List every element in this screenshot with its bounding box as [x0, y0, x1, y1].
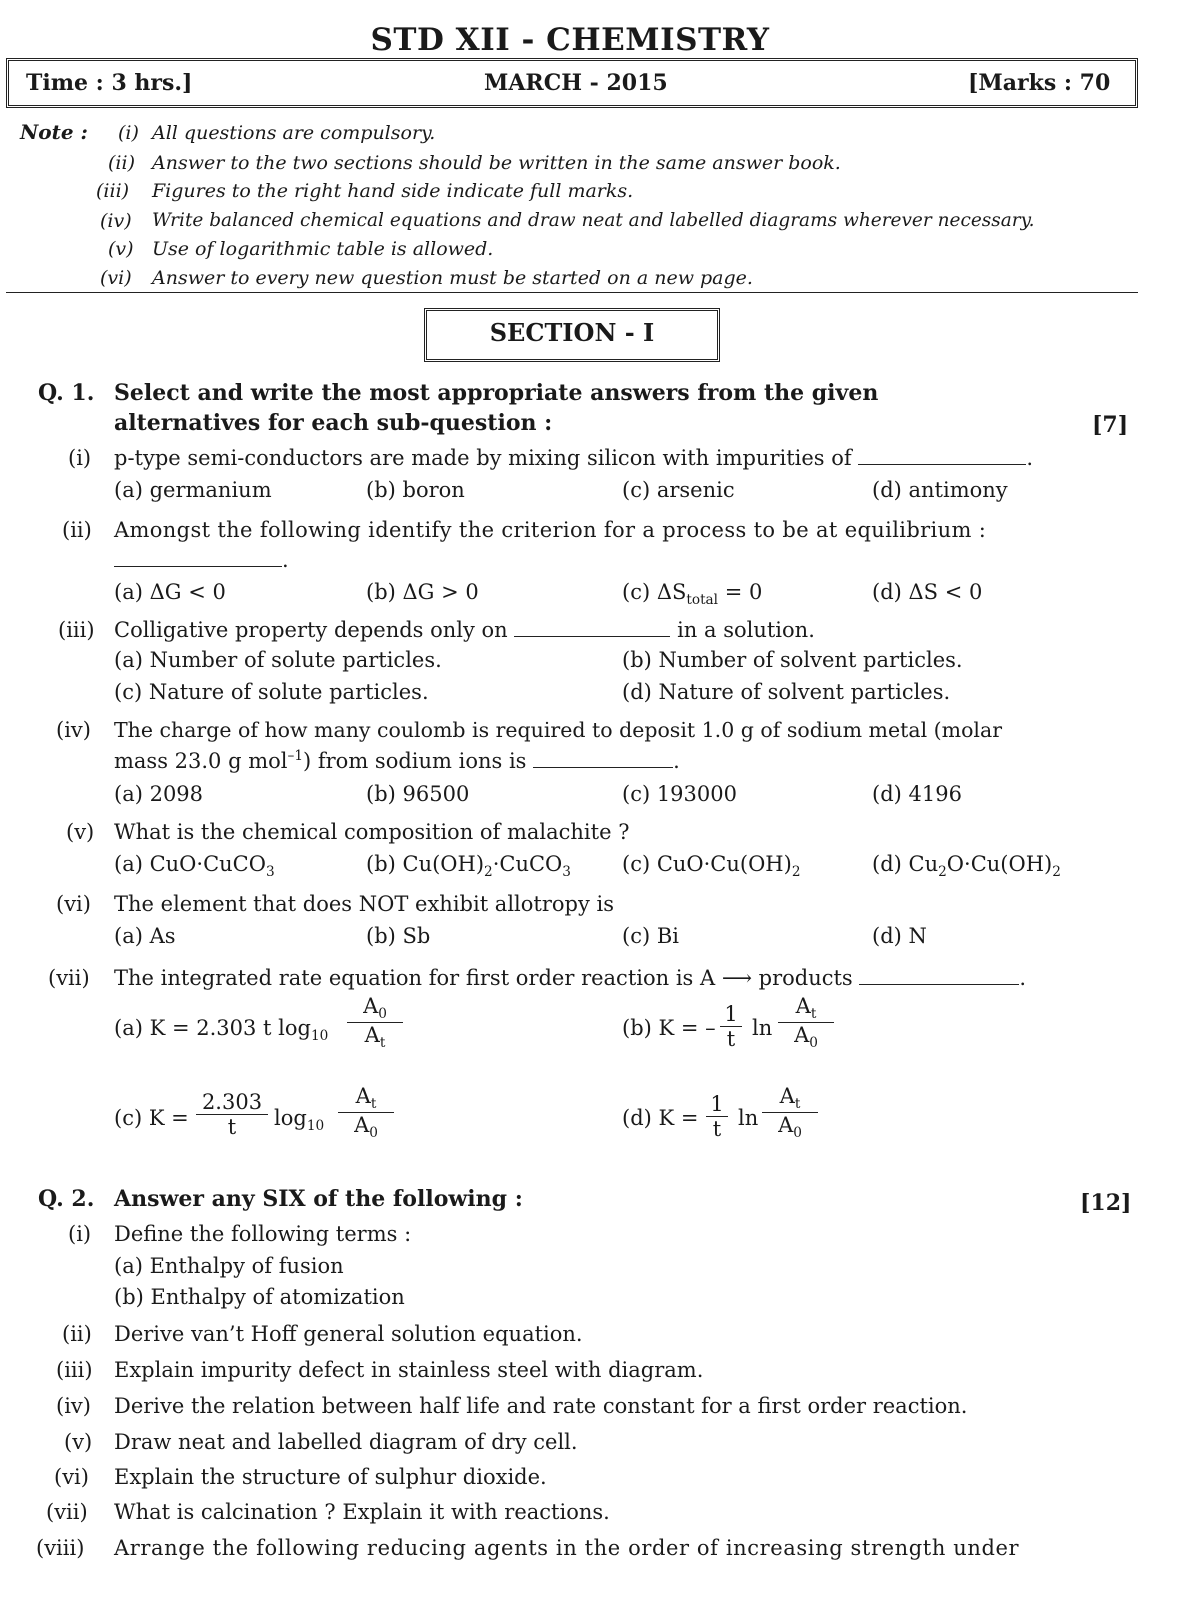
q-text: Explain the structure of sulphur dioxide.	[114, 1465, 547, 1489]
q-num: (vi)	[56, 892, 91, 916]
option: (b) Number of solvent particles.	[622, 648, 963, 672]
q-text: Explain impurity defect in stainless steel with diagram.	[114, 1358, 704, 1382]
q-text: Draw neat and labelled diagram of dry cell.	[114, 1430, 578, 1454]
ln-label: ln	[738, 1106, 759, 1130]
option: (b) $Cu(OH)_2\cdot CuCO_3$	[366, 852, 571, 881]
option: (b) boron	[366, 478, 465, 502]
option: (c) K =	[114, 1106, 189, 1130]
q-num: (i)	[68, 1222, 92, 1246]
option: (a) As	[114, 924, 176, 948]
q-text: p-type semi-conductors are made by mixing silicon with impurities of .	[114, 446, 1034, 470]
option: (a) Number of solute particles.	[114, 648, 442, 672]
q-blank: .	[114, 548, 289, 572]
note-label: Note :	[20, 120, 88, 144]
divider	[6, 292, 1138, 293]
option: (b) Sb	[366, 924, 431, 948]
section-heading: SECTION - I	[489, 318, 655, 347]
q-text: Derive the relation between half life and rate constant for a first order reaction.	[114, 1394, 968, 1418]
note-text: Write balanced chemical equations and draw neat and labelled diagrams wherever necessary.	[152, 210, 1035, 231]
q-text: Amongst the following identify the criterion for a process to be at equilibrium :	[114, 518, 987, 542]
q-text: Arrange the following reducing agents in the order of increasing strength under	[114, 1536, 1020, 1560]
log-label: $\log_{10}$	[274, 1106, 325, 1135]
option: (b) 96500	[366, 782, 470, 806]
option: (c) $\Delta S_{total} = 0$	[622, 580, 763, 609]
option: (d) ΔS < 0	[872, 580, 983, 604]
q-num: (iii)	[58, 618, 95, 642]
note-num: (v)	[108, 238, 134, 260]
q-text: Derive van’t Hoff general solution equation.	[114, 1322, 583, 1346]
fraction: $\frac{A_0}{A_t}$	[347, 994, 403, 1051]
exam-date: MARCH - 2015	[484, 70, 668, 96]
q-num: (v)	[66, 820, 95, 844]
q1-marks: [7]	[1092, 412, 1129, 438]
note-num: (i)	[118, 122, 139, 144]
note-num: (iii)	[96, 180, 130, 202]
option: (c) arsenic	[622, 478, 735, 502]
option: (d) Nature of solvent particles.	[622, 680, 951, 704]
q1-instruction: Select and write the most appropriate answers from the given	[114, 380, 879, 406]
note-num: (iv)	[100, 210, 132, 232]
option: (a) CuO·CuCO$_3$	[114, 852, 275, 881]
option: (a) 2098	[114, 782, 204, 806]
q-num: (vi)	[54, 1465, 89, 1489]
option: (d) K =	[622, 1106, 699, 1130]
q-text: (a) Enthalpy of fusion	[114, 1254, 344, 1278]
note-text: All questions are compulsory.	[152, 122, 436, 144]
q-text: What is the chemical composition of malachite ?	[114, 820, 630, 844]
note-text: Use of logarithmic table is allowed.	[152, 238, 494, 260]
q-num: (viii)	[36, 1536, 85, 1560]
q-text: mass 23.0 g mol$^{-1}$) from sodium ions is .	[114, 748, 680, 773]
option: (c) Bi	[622, 924, 679, 948]
q-num: (ii)	[62, 1322, 92, 1346]
q2-instruction: Answer any SIX of the following :	[114, 1186, 523, 1212]
exam-title: STD XII - CHEMISTRY	[370, 22, 770, 58]
fraction: $\frac{1}{t}$	[706, 1092, 728, 1141]
q-num: (iv)	[56, 1394, 91, 1418]
option: (d) N	[872, 924, 927, 948]
note-num: (ii)	[108, 152, 135, 174]
fraction: $\frac{A_t}{A_0}$	[778, 994, 834, 1051]
q2-marks: [12]	[1080, 1190, 1132, 1216]
option: (a) germanium	[114, 478, 272, 502]
fraction: $\frac{2.303}{t}$	[196, 1090, 268, 1139]
q-num: (vii)	[46, 1500, 88, 1524]
option: (d) 4196	[872, 782, 962, 806]
q-num: (iii)	[56, 1358, 93, 1382]
q-text: The integrated rate equation for first order reaction is A ⟶ products .	[114, 966, 1027, 990]
q-text: (b) Enthalpy of atomization	[114, 1285, 405, 1309]
q1-instruction: alternatives for each sub-question :	[114, 410, 553, 436]
fraction: $\frac{A_t}{A_0}$	[338, 1084, 394, 1141]
q-num: (vii)	[48, 966, 90, 990]
q-text: The element that does NOT exhibit allotropy is	[114, 892, 615, 916]
option: (d) antimony	[872, 478, 1008, 502]
option: (c) Nature of solute particles.	[114, 680, 429, 704]
q-text: Colligative property depends only on in a solution.	[114, 618, 815, 642]
q-num: (v)	[64, 1430, 93, 1454]
q-num: (ii)	[62, 518, 92, 542]
option: (a) ΔG < 0	[114, 580, 226, 604]
q2-number: Q. 2.	[38, 1186, 95, 1212]
option: (c) 193000	[622, 782, 737, 806]
note-text: Answer to every new question must be started on a new page.	[152, 267, 753, 289]
note-text: Answer to the two sections should be written in the same answer book.	[152, 152, 841, 174]
exam-time: Time : 3 hrs.]	[26, 70, 193, 96]
option: (b) ΔG > 0	[366, 580, 479, 604]
ln-label: ln	[752, 1016, 773, 1040]
fraction: $\frac{1}{t}$	[720, 1002, 742, 1051]
option: (c) $CuO\cdot Cu(OH)_2$	[622, 852, 801, 881]
note-num: (vi)	[100, 267, 132, 289]
q-text: What is calcination ? Explain it with reactions.	[114, 1500, 610, 1524]
option: (d) $Cu_2O\cdot Cu(OH)_2$	[872, 852, 1061, 881]
exam-marks: [Marks : 70	[968, 70, 1111, 96]
q-num: (iv)	[56, 718, 91, 742]
fraction: $\frac{A_t}{A_0}$	[762, 1084, 818, 1141]
q1-number: Q. 1.	[38, 380, 95, 406]
q-num: (i)	[68, 446, 92, 470]
q-text: Define the following terms :	[114, 1222, 412, 1246]
note-text: Figures to the right hand side indicate full marks.	[152, 180, 634, 202]
q-text: The charge of how many coulomb is required to deposit 1.0 g of sodium metal (molar	[114, 718, 1003, 742]
option: (a) K = 2.303 t $\log_{10}$	[114, 1016, 329, 1045]
option: (b) K = –	[622, 1016, 716, 1040]
